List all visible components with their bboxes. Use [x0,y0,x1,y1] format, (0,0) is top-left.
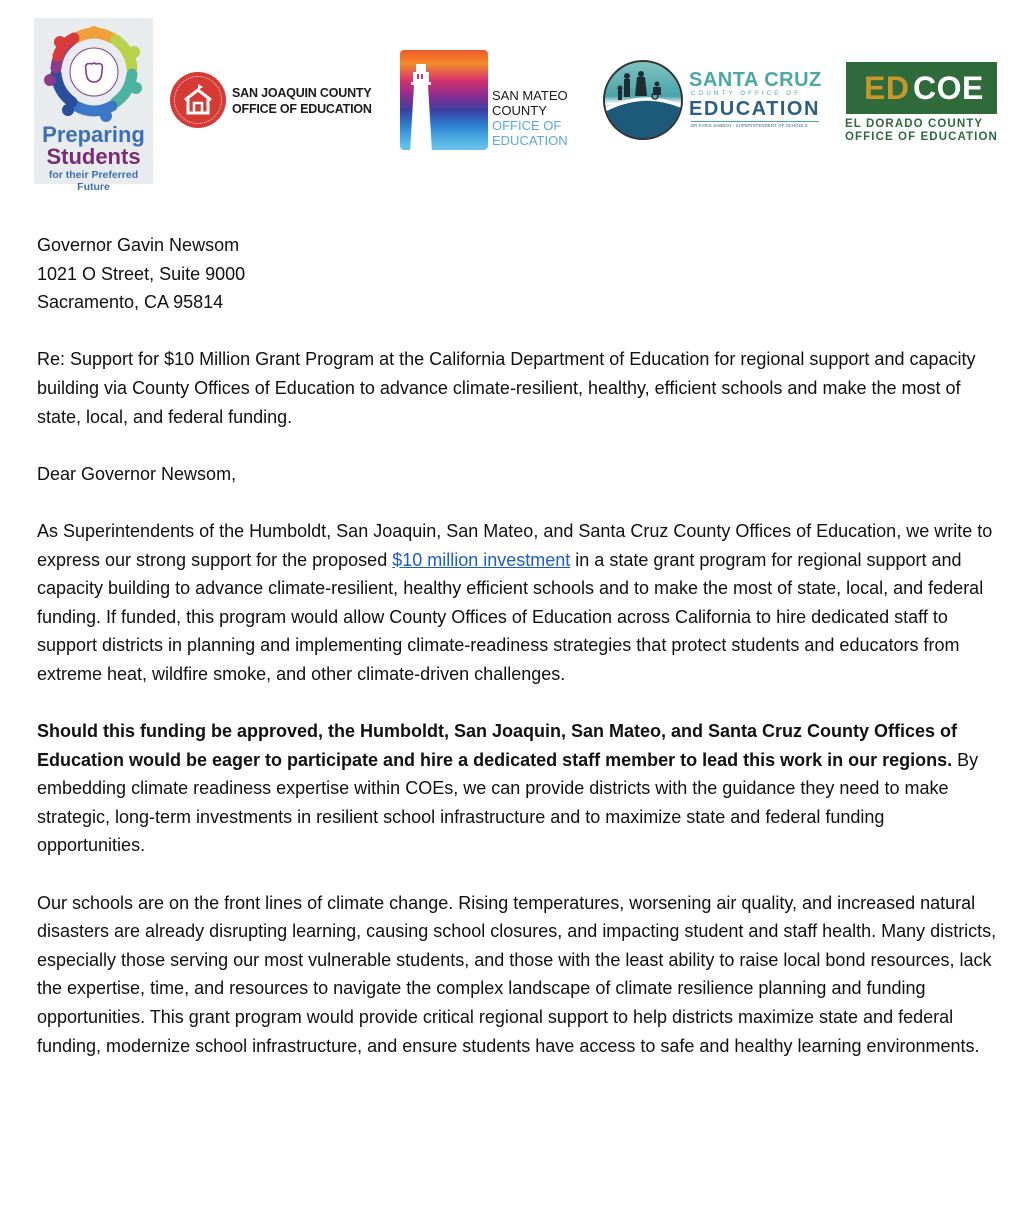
painted-background [400,50,488,150]
santa-cruz-divider [691,121,819,122]
san-joaquin-line1: SAN JOAQUIN COUNTY [232,86,372,100]
subject-line: Re: Support for $10 Million Grant Program at the California Department of Education for regional support and capacity building via County Offices of Education to advance climate-resilient, healthy, efficient schools and make the most of state, local, and federal funding. [37,349,976,427]
address-line-name: Governor Gavin Newsom [37,235,240,255]
edcoe-wordmark [846,62,997,114]
humboldt-line1: Preparing [42,122,145,147]
edcoe-ed: ED [864,70,910,106]
santa-cruz-line3: EDUCATION [689,98,820,120]
santa-cruz-superintendent: DR.FARIS SABBAH - SUPERINTENDENT OF SCHOOLS [691,123,808,128]
investment-link[interactable]: $10 million investment [392,549,571,570]
schoolhouse-icon [183,83,213,115]
el-dorado-subtitle [845,118,998,144]
address-line-city: Sacramento, CA 95814 [37,292,224,313]
san-mateo-line3: OFFICE OF [492,118,562,133]
san-mateo-line4: EDUCATION [492,133,568,148]
logo-header [0,0,1028,200]
el-dorado-coe-logo [845,60,1005,150]
recipient-address [37,231,997,317]
people-circle-icon [44,22,144,122]
salutation: Dear Governor Newsom, [37,463,237,484]
address-line-street: 1021 O Street, Suite 9000 [37,263,246,284]
people-on-hill-icon [605,62,681,138]
san-joaquin-text [232,85,372,117]
humboldt-coe-logo [34,18,153,193]
santa-cruz-line2: COUNTY OFFICE OF [691,91,802,97]
lighthouse-icon [406,62,436,152]
edcoe-coe: COE [913,70,984,106]
san-mateo-line1: SAN MATEO [492,88,568,103]
el-dorado-line1: EL DORADO COUNTY [845,118,984,130]
schoolhouse-badge [170,72,226,128]
letter-body [37,231,997,1060]
paragraph-2-bold: Should this funding be approved, the Humboldt, San Joaquin, San Mateo, and Santa Cruz County Offices of Education would be eager to participate and hire a dedicated staff member to lead this work in our regions. [37,721,958,770]
san-mateo-text [492,88,568,148]
humboldt-line3: for their Preferred Future [48,169,139,193]
santa-cruz-line1: SANTA CRUZ [689,69,822,91]
san-joaquin-coe-logo [170,72,385,132]
san-mateo-coe-logo [400,50,590,160]
el-dorado-line2: OFFICE OF EDUCATION [845,131,998,143]
santa-cruz-seal [603,60,683,140]
san-joaquin-line2: OFFICE OF EDUCATION [232,102,372,116]
paragraph-3: Our schools are on the front lines of climate change. Rising temperatures, worsening air quality, and increased natural disasters are already disrupting learning, causing school closures, and impacting student and staff health. Many districts, especially those serving our most vulnerable students, and those with the least ability to raise local bond resources, lack the expertise, time, and resources to navigate the complex landscape of climate resilience planning and funding opportunities. This grant program would provide critical regional support to help districts maximize state and federal funding, modernize school infrastructure, and ensure students have access to safe and healthy learning environments. [37,892,997,1056]
san-mateo-line2: COUNTY [492,103,547,118]
santa-cruz-coe-logo [603,60,828,150]
humboldt-line2: Students [46,144,141,169]
paragraph-1: As Superintendents of the Humboldt, San Joaquin, San Mateo, and Santa Cruz County Offices of Education, we write to express our strong support for the proposed $10 million investment in a state grant program for regional support and capacity building to advance climate-resilient, healthy efficient schools and to make the most of state, local, and federal funding. If funded, this program would allow County Offices of Education across California to hire dedicated staff to support districts in planning and implementing climate-readiness strategies that protect students and educators from extreme heat, wildfire smoke, and other climate-driven challenges. [37,520,993,684]
paragraph-2: Should this funding be approved, the Humboldt, San Joaquin, San Mateo, and Santa Cruz County Offices of Education would be eager to participate and hire a dedicated staff member to lead this work in our regions. By embedding climate readiness expertise within COEs, we can provide districts with the guidance they need to make strategic, long-term investments in resilient school infrastructure and to maximize state and federal funding opportunities. [37,721,979,856]
